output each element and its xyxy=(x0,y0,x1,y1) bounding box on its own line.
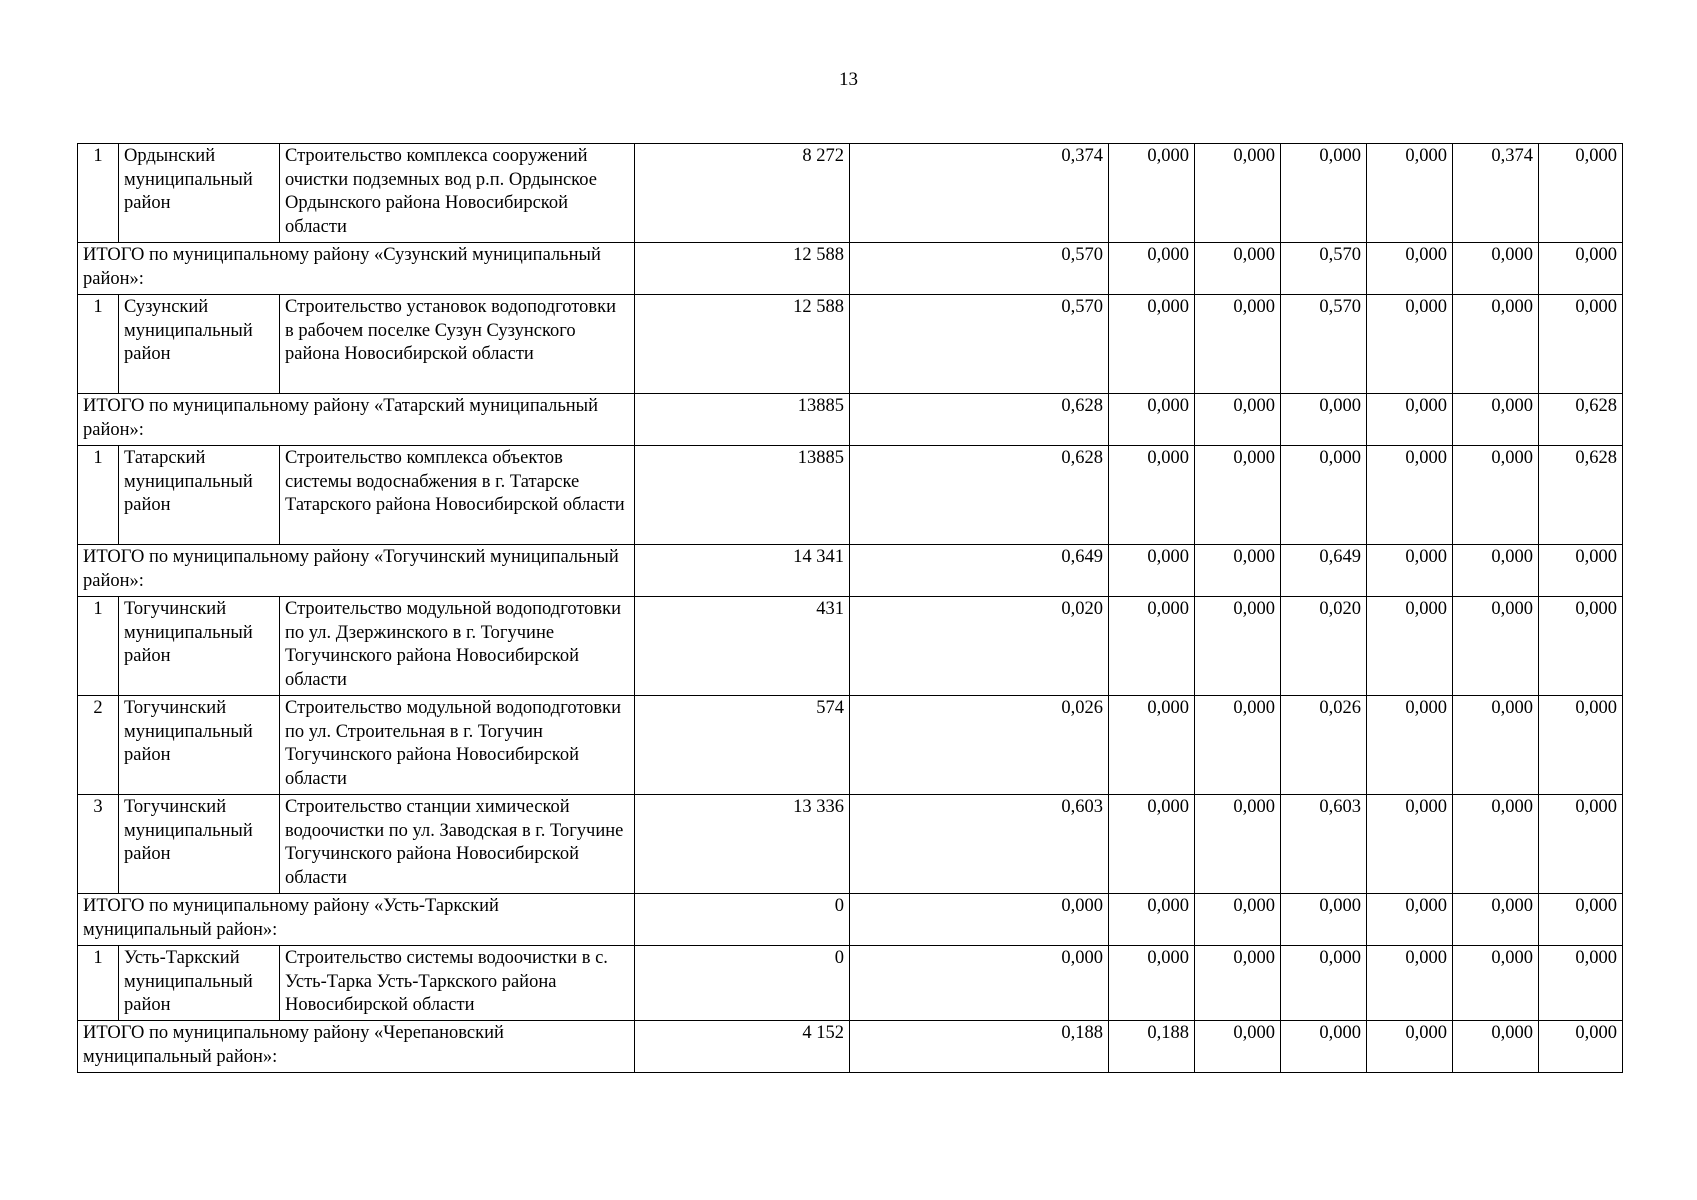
value-cell: 0,020 xyxy=(850,597,1109,696)
value-cell: 0,000 xyxy=(1367,946,1453,1021)
value-cell: 0,000 xyxy=(1367,597,1453,696)
value-cell: 0,000 xyxy=(850,894,1109,946)
value-cell: 0,000 xyxy=(1367,144,1453,243)
value-cell: 0,000 xyxy=(1281,894,1367,946)
value-cell: 0,000 xyxy=(1539,545,1623,597)
value-cell: 0,000 xyxy=(1109,795,1195,894)
item-row xyxy=(78,446,1623,545)
value-cell: 0,628 xyxy=(850,446,1109,545)
project-description: Строительство комплекса сооружений очистки подземных вод р.п. Ордынское Ордынского района Новосибирской области xyxy=(280,144,635,243)
value-cell: 0,570 xyxy=(1281,243,1367,295)
page-number: 13 xyxy=(839,69,858,90)
value-cell: 0,570 xyxy=(1281,295,1367,394)
value-cell: 0,000 xyxy=(1109,894,1195,946)
total-label: ИТОГО по муниципальному району «Черепановский муниципальный район»: xyxy=(78,1021,635,1073)
value-cell: 0,000 xyxy=(1109,394,1195,446)
value-cell: 0,000 xyxy=(1281,446,1367,545)
value-cell: 0,000 xyxy=(1453,545,1539,597)
value-cell: 13885 xyxy=(635,446,850,545)
value-cell: 0,570 xyxy=(850,243,1109,295)
value-cell: 0,000 xyxy=(1367,1021,1453,1073)
value-cell: 0 xyxy=(635,894,850,946)
row-number: 3 xyxy=(78,795,119,894)
value-cell: 0,000 xyxy=(1367,446,1453,545)
value-cell: 0,020 xyxy=(1281,597,1367,696)
value-cell: 0,000 xyxy=(1195,946,1281,1021)
value-cell: 431 xyxy=(635,597,850,696)
value-cell: 0,000 xyxy=(1539,795,1623,894)
value-cell: 0,000 xyxy=(1453,795,1539,894)
value-cell: 0,000 xyxy=(1281,144,1367,243)
value-cell: 8 272 xyxy=(635,144,850,243)
value-cell: 0,374 xyxy=(850,144,1109,243)
project-description: Строительство установок водоподготовки в рабочем поселке Сузун Сузунского района Новосибирской области xyxy=(280,295,635,394)
project-description: Строительство системы водоочистки в с. Усть-Тарка Усть-Таркского района Новосибирской области xyxy=(280,946,635,1021)
value-cell: 0 xyxy=(635,946,850,1021)
item-row xyxy=(78,795,1623,894)
value-cell: 0,374 xyxy=(1453,144,1539,243)
value-cell: 0,000 xyxy=(1539,1021,1623,1073)
value-cell: 0,000 xyxy=(1539,144,1623,243)
project-description: Строительство модульной водоподготовки по ул. Строительная в г. Тогучин Тогучинского района Новосибирской области xyxy=(280,696,635,795)
value-cell: 0,000 xyxy=(1195,243,1281,295)
value-cell: 0,000 xyxy=(1539,894,1623,946)
total-row xyxy=(78,243,1623,295)
item-row xyxy=(78,144,1623,243)
value-cell: 0,000 xyxy=(1453,446,1539,545)
value-cell: 0,000 xyxy=(1539,946,1623,1021)
value-cell: 4 152 xyxy=(635,1021,850,1073)
project-description: Строительство комплекса объектов системы водоснабжения в г. Татарске Татарского района Новосибирской области xyxy=(280,446,635,545)
value-cell: 0,000 xyxy=(1367,545,1453,597)
total-label: ИТОГО по муниципальному району «Татарский муниципальный район»: xyxy=(78,394,635,446)
item-row xyxy=(78,295,1623,394)
district-name: Тогучинский муниципальный район xyxy=(119,696,280,795)
value-cell: 0,000 xyxy=(1367,394,1453,446)
value-cell: 0,000 xyxy=(1195,1021,1281,1073)
value-cell: 0,000 xyxy=(1195,446,1281,545)
value-cell: 0,000 xyxy=(1195,144,1281,243)
value-cell: 0,000 xyxy=(1109,144,1195,243)
value-cell: 0,000 xyxy=(1195,295,1281,394)
row-number: 1 xyxy=(78,946,119,1021)
district-name: Тогучинский муниципальный район xyxy=(119,597,280,696)
value-cell: 0,000 xyxy=(1453,295,1539,394)
value-cell: 0,000 xyxy=(1453,394,1539,446)
value-cell: 12 588 xyxy=(635,243,850,295)
value-cell: 13885 xyxy=(635,394,850,446)
value-cell: 0,628 xyxy=(850,394,1109,446)
value-cell: 0,000 xyxy=(1453,894,1539,946)
row-number: 1 xyxy=(78,446,119,545)
total-label: ИТОГО по муниципальному району «Усть-Таркский муниципальный район»: xyxy=(78,894,635,946)
value-cell: 0,000 xyxy=(1453,243,1539,295)
value-cell: 0,000 xyxy=(1453,696,1539,795)
value-cell: 0,000 xyxy=(1367,795,1453,894)
project-description: Строительство станции химической водоочистки по ул. Заводская в г. Тогучине Тогучинского района Новосибирской области xyxy=(280,795,635,894)
district-name: Ордынский муниципальный район xyxy=(119,144,280,243)
value-cell: 0,000 xyxy=(1539,597,1623,696)
total-label: ИТОГО по муниципальному району «Сузунский муниципальный район»: xyxy=(78,243,635,295)
district-name: Татарский муниципальный район xyxy=(119,446,280,545)
value-cell: 0,570 xyxy=(850,295,1109,394)
value-cell: 0,000 xyxy=(1109,946,1195,1021)
value-cell: 0,000 xyxy=(1109,243,1195,295)
value-cell: 0,000 xyxy=(1281,1021,1367,1073)
value-cell: 0,603 xyxy=(850,795,1109,894)
value-cell: 14 341 xyxy=(635,545,850,597)
total-row xyxy=(78,1021,1623,1073)
value-cell: 0,000 xyxy=(1367,696,1453,795)
value-cell: 0,000 xyxy=(1195,696,1281,795)
item-row xyxy=(78,597,1623,696)
value-cell: 0,000 xyxy=(1195,795,1281,894)
value-cell: 12 588 xyxy=(635,295,850,394)
budget-table xyxy=(77,143,1623,1073)
value-cell: 0,000 xyxy=(1195,545,1281,597)
value-cell: 0,000 xyxy=(1367,894,1453,946)
value-cell: 0,000 xyxy=(1109,295,1195,394)
row-number: 2 xyxy=(78,696,119,795)
total-row xyxy=(78,545,1623,597)
table-body xyxy=(78,144,1623,1073)
item-row xyxy=(78,946,1623,1021)
district-name: Сузунский муниципальный район xyxy=(119,295,280,394)
value-cell: 0,000 xyxy=(1281,946,1367,1021)
value-cell: 0,603 xyxy=(1281,795,1367,894)
value-cell: 0,026 xyxy=(850,696,1109,795)
value-cell: 574 xyxy=(635,696,850,795)
value-cell: 13 336 xyxy=(635,795,850,894)
project-description: Строительство модульной водоподготовки по ул. Дзержинского в г. Тогучине Тогучинского района Новосибирской области xyxy=(280,597,635,696)
value-cell: 0,649 xyxy=(1281,545,1367,597)
value-cell: 0,000 xyxy=(1109,545,1195,597)
value-cell: 0,000 xyxy=(1195,597,1281,696)
value-cell: 0,000 xyxy=(850,946,1109,1021)
row-number: 1 xyxy=(78,597,119,696)
row-number: 1 xyxy=(78,295,119,394)
value-cell: 0,000 xyxy=(1109,446,1195,545)
value-cell: 0,000 xyxy=(1539,295,1623,394)
value-cell: 0,000 xyxy=(1367,295,1453,394)
value-cell: 0,026 xyxy=(1281,696,1367,795)
value-cell: 0,000 xyxy=(1453,946,1539,1021)
value-cell: 0,188 xyxy=(850,1021,1109,1073)
value-cell: 0,000 xyxy=(1195,894,1281,946)
value-cell: 0,000 xyxy=(1109,696,1195,795)
value-cell: 0,000 xyxy=(1539,243,1623,295)
value-cell: 0,000 xyxy=(1453,1021,1539,1073)
value-cell: 0,000 xyxy=(1109,597,1195,696)
value-cell: 0,628 xyxy=(1539,394,1623,446)
value-cell: 0,000 xyxy=(1367,243,1453,295)
value-cell: 0,188 xyxy=(1109,1021,1195,1073)
value-cell: 0,000 xyxy=(1281,394,1367,446)
district-name: Тогучинский муниципальный район xyxy=(119,795,280,894)
district-name: Усть-Таркский муниципальный район xyxy=(119,946,280,1021)
value-cell: 0,000 xyxy=(1453,597,1539,696)
total-label: ИТОГО по муниципальному району «Тогучинский муниципальный район»: xyxy=(78,545,635,597)
value-cell: 0,000 xyxy=(1539,696,1623,795)
value-cell: 0,628 xyxy=(1539,446,1623,545)
value-cell: 0,649 xyxy=(850,545,1109,597)
total-row xyxy=(78,894,1623,946)
total-row xyxy=(78,394,1623,446)
item-row xyxy=(78,696,1623,795)
value-cell: 0,000 xyxy=(1195,394,1281,446)
row-number: 1 xyxy=(78,144,119,243)
